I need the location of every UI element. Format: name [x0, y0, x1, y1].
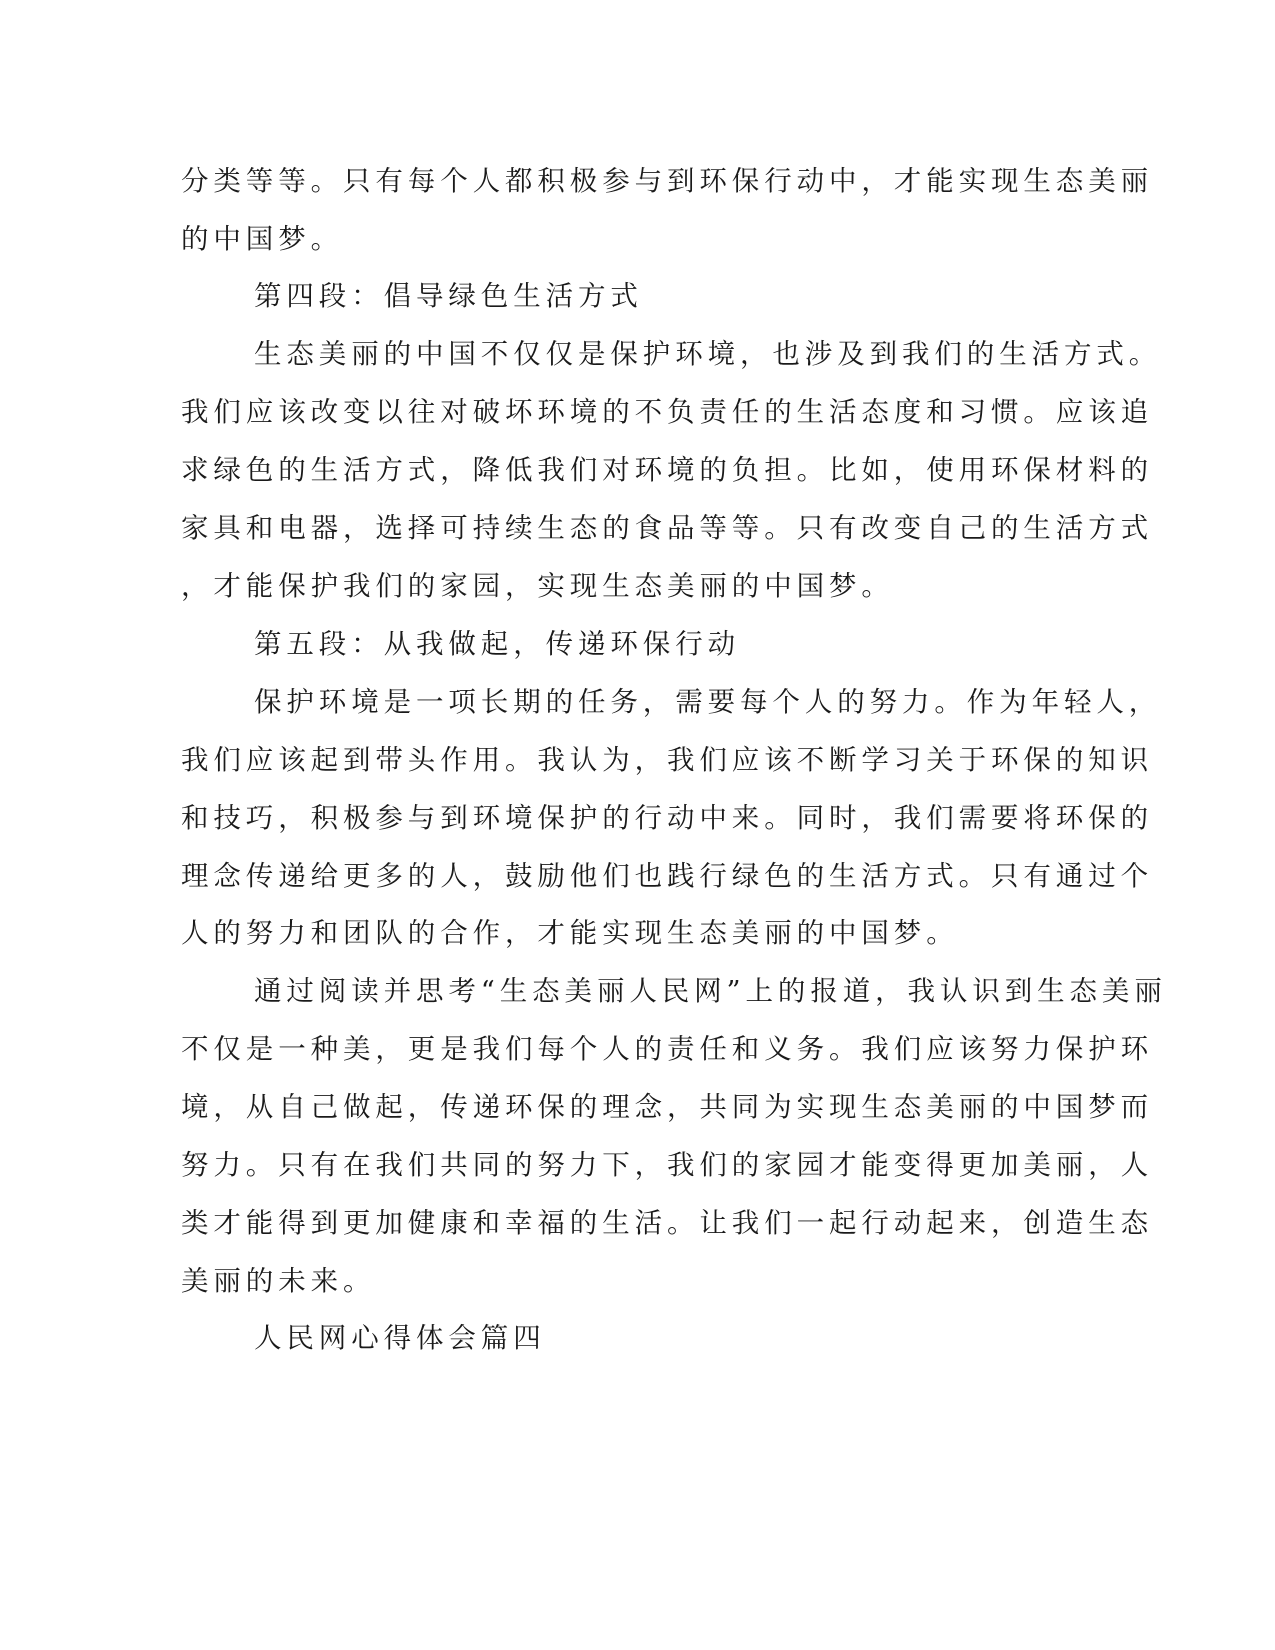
body-text-line: 保护环境是一项长期的任务，需要每个人的努力。作为年轻人，	[254, 686, 1162, 718]
body-text-line: 通过阅读并思考“生态美丽人民网”上的报道，我认识到生态美丽	[254, 975, 1167, 1007]
body-text-line: 我们应该改变以往对破坏环境的不负责任的生活态度和习惯。应该追	[181, 396, 1153, 428]
body-text-line: 求绿色的生活方式，降低我们对环境的负担。比如，使用环保材料的	[181, 454, 1153, 486]
section-heading: 第四段：倡导绿色生活方式	[254, 280, 643, 312]
body-text-line: 不仅是一种美，更是我们每个人的责任和义务。我们应该努力保护环	[181, 1033, 1153, 1065]
chapter-heading: 人民网心得体会篇四	[254, 1322, 546, 1354]
body-text-line: 家具和电器，选择可持续生态的食品等等。只有改变自己的生活方式	[181, 512, 1153, 544]
body-text-line: 努力。只有在我们共同的努力下，我们的家园才能变得更加美丽，人	[181, 1149, 1153, 1181]
body-text-line: 境，从自己做起，传递环保的理念，共同为实现生态美丽的中国梦而	[181, 1091, 1153, 1123]
body-text-line: 理念传递给更多的人，鼓励他们也践行绿色的生活方式。只有通过个	[181, 860, 1153, 892]
body-text-line: 人的努力和团队的合作，才能实现生态美丽的中国梦。	[181, 917, 959, 949]
body-text-line: 生态美丽的中国不仅仅是保护环境，也涉及到我们的生活方式。	[254, 338, 1162, 370]
body-text-line: 和技巧，积极参与到环境保护的行动中来。同时，我们需要将环保的	[181, 802, 1153, 834]
body-text-line: ，才能保护我们的家园，实现生态美丽的中国梦。	[181, 570, 894, 602]
body-text-line: 类才能得到更加健康和幸福的生活。让我们一起行动起来，创造生态	[181, 1207, 1153, 1239]
body-text-line: 分类等等。只有每个人都积极参与到环保行动中，才能实现生态美丽	[181, 165, 1153, 197]
body-text-line: 我们应该起到带头作用。我认为，我们应该不断学习关于环保的知识	[181, 744, 1153, 776]
section-heading: 第五段：从我做起，传递环保行动	[254, 628, 740, 660]
body-text-line: 的中国梦。	[181, 223, 343, 255]
body-text-line: 美丽的未来。	[181, 1265, 376, 1297]
